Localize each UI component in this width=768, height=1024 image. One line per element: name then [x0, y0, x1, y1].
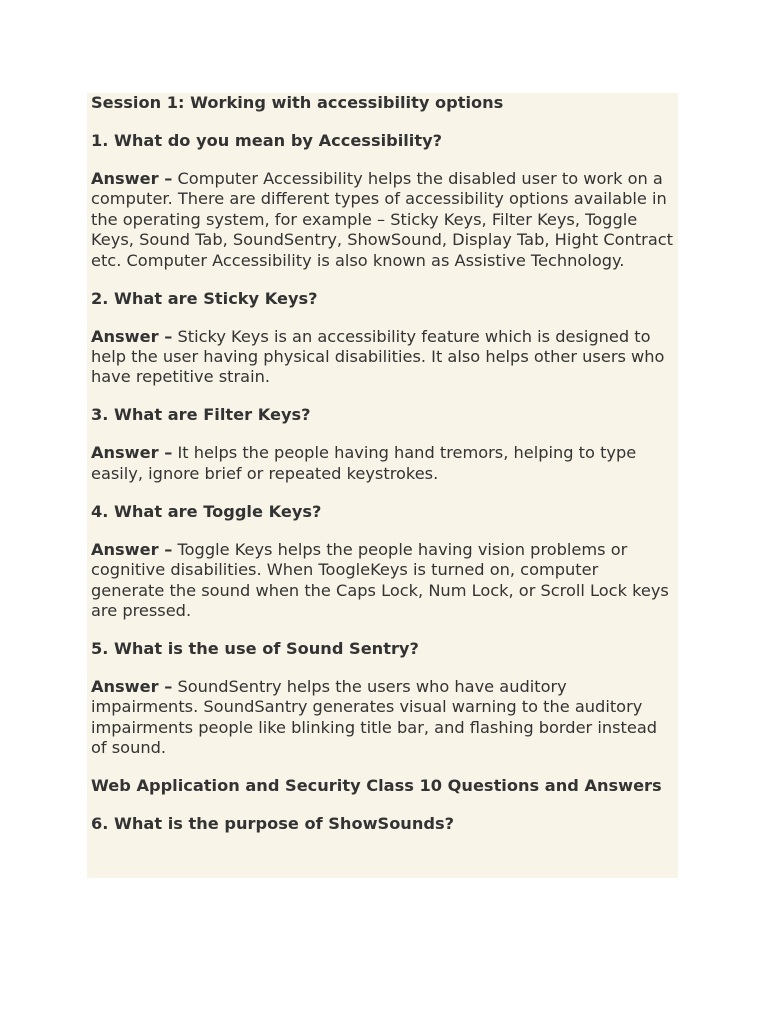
question-3: 3. What are Filter Keys?: [91, 405, 311, 425]
answer-label: Answer –: [91, 326, 173, 346]
answer-2: [91, 327, 674, 388]
answer-text: Toggle Keys helps the people having vision problems or cognitive disabilities. When ToogleKeys is turned on, computer generate the sound when the Caps Lock, Num Lock, or Scroll Lock keys are pressed.: [91, 539, 669, 621]
answer-5: [91, 677, 674, 759]
answer-label: Answer –: [91, 539, 173, 559]
answer-3: [91, 443, 674, 484]
answer-label: Answer –: [91, 169, 173, 188]
answer-label: Answer –: [91, 443, 173, 463]
question-2: 2. What are Sticky Keys?: [91, 288, 318, 308]
answer-text: Sticky Keys is an accessibility feature which is designed to help the user having physical disabilities. It also helps other users who have repetitive strain.: [91, 326, 665, 387]
session-title: Session 1: Working with accessibility options: [91, 93, 504, 112]
answer-text: It helps the people having hand tremors, helping to type easily, ignore brief or repeated keystrokes.: [91, 443, 637, 483]
answer-label: Answer –: [91, 677, 173, 697]
question-4: 4. What are Toggle Keys?: [91, 501, 322, 521]
question-6: 6. What is the purpose of ShowSounds?: [91, 814, 454, 834]
question-1: 1. What do you mean by Accessibility?: [91, 131, 443, 150]
question-5: 5. What is the use of Sound Sentry?: [91, 639, 419, 659]
answer-text: SoundSentry helps the users who have auditory impairments. SoundSantry generates visual warning to the auditory impairments people like blinking title bar, and flashing border instead of sound.: [91, 677, 658, 758]
answer-1: [91, 169, 674, 271]
answer-4: [91, 540, 674, 622]
article-content: [87, 93, 678, 878]
related-link-heading[interactable]: Web Application and Security Class 10 Questions and Answers: [91, 776, 662, 796]
answer-text: Computer Accessibility helps the disabled user to work on a computer. There are different types of accessibility options available in the operating system, for example – Sticky Keys, Filter Keys, Toggle Keys, Sound Tab, SoundSentry, ShowSound, Display Tab, Hight Contract etc. Computer Accessibility is also known as Assistive Technology.: [91, 169, 674, 270]
